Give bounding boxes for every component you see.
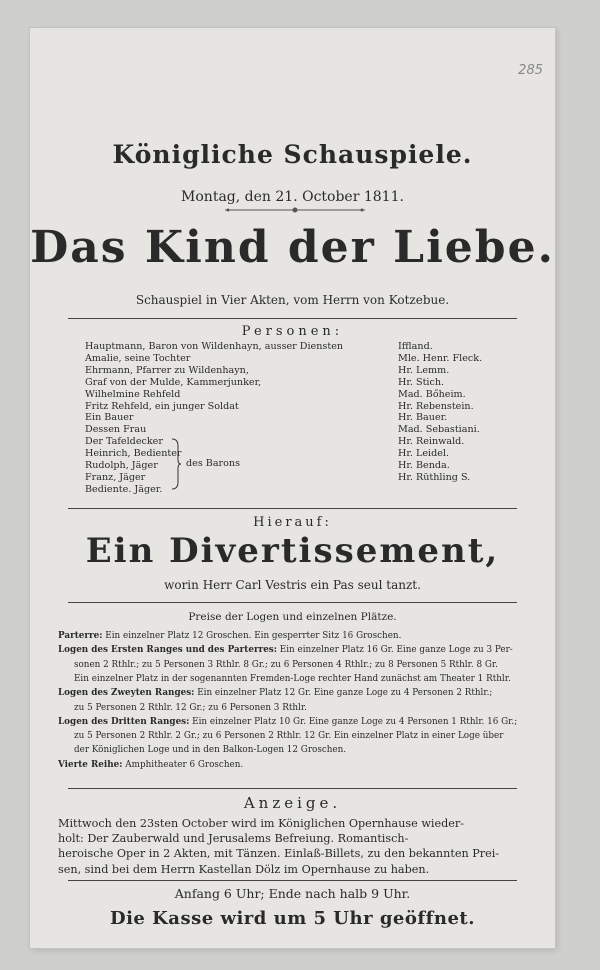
price-line: der Königlichen Loge und in den Balkon-Logen 12 Groschen.	[74, 745, 347, 756]
price-line: Logen des Ersten Ranges und des Parterres: Ein einzelner Platz 16 Gr. Eine ganze Loge zu 3 Per-	[58, 645, 513, 656]
cast-role: Ein Bauer	[85, 412, 134, 424]
cast-actor: Hr. Lemm.	[398, 364, 450, 376]
performance-date: Montag, den 21. October 1811.	[181, 189, 404, 205]
theatre-name: Königliche Schauspiele.	[112, 140, 473, 169]
playbill-sheet	[30, 28, 555, 948]
brace-glyph	[170, 438, 182, 490]
announcement-heading: Anzeige.	[243, 794, 342, 812]
cast-actor: Hr. Bauer.	[398, 412, 448, 424]
cast-role: Bediente. Jäger.	[85, 483, 163, 495]
price-line: Vierte Reihe: Amphitheater 6 Groschen.	[58, 759, 244, 770]
ornament-divider	[220, 206, 370, 214]
divertissement-title: Ein Divertissement,	[85, 531, 500, 571]
price-line: sonen 2 Rthlr.; zu 5 Personen 3 Rthlr. 8 Gr.; zu 6 Personen 4 Rthlr.; zu 8 Personen 5 Rthlr. 8 Gr.	[74, 659, 498, 670]
cast-role: Fritz Rehfeld, ein junger Soldat	[85, 400, 239, 412]
cast-actor: Hr. Benda.	[398, 460, 450, 471]
price-line: Logen des Dritten Ranges: Ein einzelner Platz 10 Gr. Eine ganze Loge zu 4 Personen 1 Rthlr. 16 Gr.;	[58, 716, 518, 727]
cast-actor: Mle. Henr. Fleck.	[398, 352, 483, 364]
brace-label: des Barons	[186, 458, 241, 469]
price-line: Parterre: Ein einzelner Platz 12 Groschen. Ein gesperrter Sitz 16 Groschen.	[58, 631, 402, 641]
cast-role: Graf von der Mulde, Kammerjunker,	[85, 376, 262, 388]
cast-role: Hauptmann, Baron von Wildenhayn, ausser Diensten	[85, 341, 344, 352]
cast-role: Amalie, seine Tochter	[85, 352, 191, 364]
prices-heading: Preise der Logen und einzelnen Plätze.	[188, 611, 397, 623]
announcement-line: sen, sind bei dem Herrn Kastellan Dölz im Opernhause zu haben.	[58, 862, 430, 876]
cast-actor: Hr. Rüthling S.	[398, 471, 471, 483]
cast-role: Heinrich, Bedienter	[85, 448, 182, 460]
cast-role: Franz, Jäger	[85, 471, 146, 483]
cast-actor: Hr. Leidel.	[398, 448, 450, 460]
cast-role: Der Tafeldecker	[85, 436, 163, 448]
archive-number: 285	[518, 63, 543, 78]
cast-actor: Hr. Reinwald.	[398, 436, 465, 448]
divider	[68, 880, 517, 881]
price-line: zu 5 Personen 2 Rthlr. 2 Gr.; zu 6 Personen 2 Rthlr. 12 Gr. Ein einzelner Platz in einer Loge über	[74, 731, 504, 742]
announcement-line: holt: Der Zauberwald und Jerusalems Befreiung. Romantisch-	[58, 832, 409, 846]
divertissement-subtitle: worin Herr Carl Vestris ein Pas seul tanzt.	[164, 578, 421, 592]
divider	[68, 508, 517, 509]
box-office-note: Die Kasse wird um 5 Uhr geöffnet.	[109, 908, 475, 929]
cast-role: Wilhelmine Rehfeld	[85, 388, 181, 400]
performance-times: Anfang 6 Uhr; Ende nach halb 9 Uhr.	[174, 886, 411, 901]
price-line: Logen des Zweyten Ranges: Ein einzelner Platz 12 Gr. Eine ganze Loge zu 4 Personen 2 Rthlr.;	[58, 688, 493, 699]
cast-heading: Personen:	[241, 324, 344, 339]
play-subtitle: Schauspiel in Vier Akten, vom Herrn von Kotzebue.	[135, 293, 450, 307]
hierauf-heading: Hierauf:	[253, 515, 332, 530]
cast-actor: Mad. Sebastiani.	[398, 424, 480, 436]
announcement-line: Mittwoch den 23sten October wird im Königlichen Opernhause wieder-	[58, 817, 465, 830]
price-line: Ein einzelner Platz in der sogenannten Fremden-Loge rechter Hand zunächst am Theater 1 Rthlr.	[74, 673, 511, 684]
play-title: Das Kind der Liebe.	[30, 222, 555, 273]
cast-actor: Mad. Bőheim.	[398, 388, 466, 400]
divider	[68, 318, 517, 319]
cast-actor: Hr. Stich.	[398, 376, 445, 388]
cast-role: Rudolph, Jäger	[85, 460, 158, 471]
cast-actor: Hr. Rebenstein.	[398, 400, 474, 412]
price-line: zu 5 Personen 2 Rthlr. 12 Gr.; zu 6 Personen 3 Rthlr.	[74, 702, 307, 713]
cast-actor: Iffland.	[398, 341, 433, 352]
divider	[68, 788, 517, 789]
cast-role: Ehrmann, Pfarrer zu Wildenhayn,	[85, 364, 249, 376]
announcement-line: heroische Oper in 2 Akten, mit Tänzen. Einlaß-Billets, zu den bekannten Prei-	[58, 847, 500, 861]
divider	[68, 602, 517, 603]
cast-role: Dessen Frau	[85, 424, 147, 436]
